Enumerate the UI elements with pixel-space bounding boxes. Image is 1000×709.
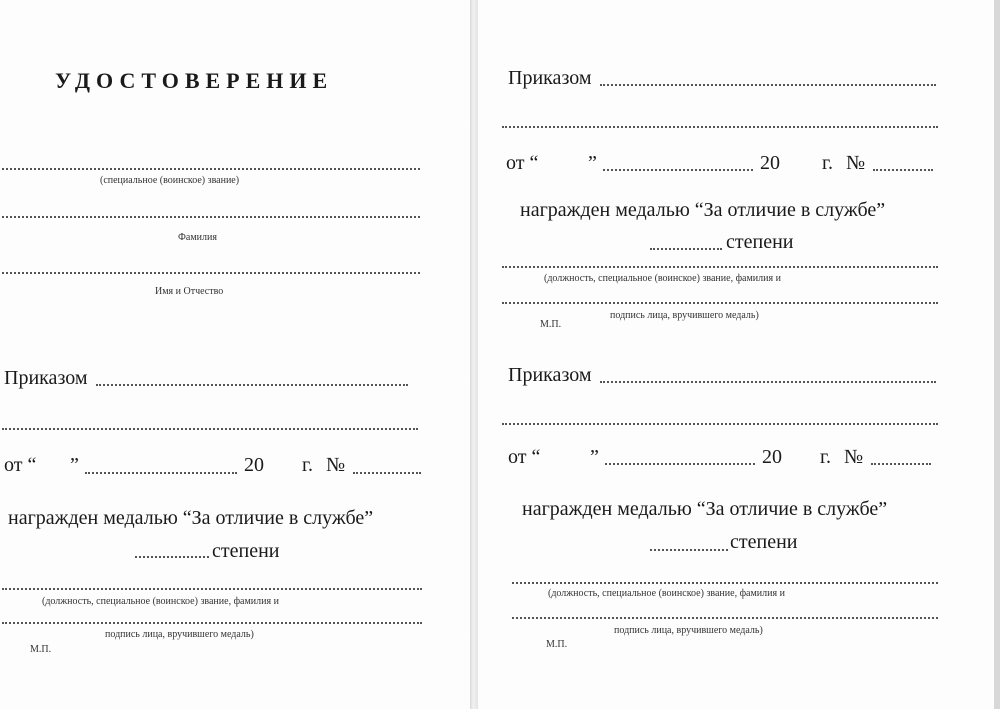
order-line-2[interactable] <box>502 423 938 425</box>
date-line[interactable] <box>605 463 755 465</box>
year-suffix: г. <box>822 152 833 174</box>
year-label: 20 <box>762 446 782 468</box>
official-caption-1: (должность, специальное (воинское) звание, фамилия и <box>548 588 785 599</box>
number-label: № <box>844 446 864 468</box>
official-caption-2: подпись лица, вручившего медаль) <box>610 310 759 321</box>
page-fold <box>470 0 478 709</box>
order-line-1[interactable] <box>600 84 936 86</box>
number-label: № <box>326 454 346 476</box>
date-quote-close: ” <box>588 152 597 174</box>
year-label: 20 <box>760 152 780 174</box>
date-quote-close: ” <box>590 446 599 468</box>
date-from-label: от “ <box>506 152 539 174</box>
name-line[interactable] <box>2 272 420 274</box>
degree-line[interactable] <box>135 556 209 558</box>
page-edge <box>994 0 1000 709</box>
degree-text: степени <box>726 231 794 253</box>
official-caption-2: подпись лица, вручившего медаль) <box>614 625 763 636</box>
official-caption-1: (должность, специальное (воинское) звание, фамилия и <box>42 596 279 607</box>
stamp-label: М.П. <box>540 319 562 330</box>
degree-text: степени <box>212 540 280 562</box>
surname-line[interactable] <box>2 216 420 218</box>
stamp-label: М.П. <box>30 644 52 655</box>
official-line-2[interactable] <box>512 617 938 619</box>
awarded-text: награжден медалью “За отличие в службе” <box>522 498 888 520</box>
official-line-1[interactable] <box>502 266 938 268</box>
number-line[interactable] <box>353 472 421 474</box>
left-page <box>0 0 470 709</box>
rank-line[interactable] <box>2 168 420 170</box>
official-caption-1: (должность, специальное (воинское) звание, фамилия и <box>544 273 781 284</box>
awarded-text: награжден медалью “За отличие в службе” <box>8 507 374 529</box>
right-page <box>478 0 1000 709</box>
rank-caption: (специальное (воинское) звание) <box>100 175 240 186</box>
certificate-title: УДОСТОВЕРЕНИЕ <box>55 68 334 93</box>
degree-line[interactable] <box>650 248 722 250</box>
official-caption-2: подпись лица, вручившего медаль) <box>105 629 254 640</box>
year-label: 20 <box>244 454 264 476</box>
number-line[interactable] <box>873 169 933 171</box>
official-line-2[interactable] <box>502 302 938 304</box>
order-label: Приказом <box>508 67 592 89</box>
date-from-label: от “ <box>4 454 37 476</box>
number-label: № <box>846 152 866 174</box>
year-suffix: г. <box>820 446 831 468</box>
order-label: Приказом <box>4 367 88 389</box>
surname-caption: Фамилия <box>178 232 217 243</box>
date-quote-close: ” <box>70 454 79 476</box>
official-line-2[interactable] <box>2 622 422 624</box>
date-from-label: от “ <box>508 446 541 468</box>
order-line-1[interactable] <box>600 381 936 383</box>
order-label: Приказом <box>508 364 592 386</box>
degree-text: степени <box>730 531 798 553</box>
number-line[interactable] <box>871 463 931 465</box>
official-line-1[interactable] <box>2 588 422 590</box>
awarded-text: награжден медалью “За отличие в службе” <box>520 199 886 221</box>
degree-line[interactable] <box>650 549 728 551</box>
order-line-1[interactable] <box>96 384 408 386</box>
order-line-2[interactable] <box>502 126 938 128</box>
date-line[interactable] <box>603 169 753 171</box>
order-line-2[interactable] <box>2 428 418 430</box>
date-line[interactable] <box>85 472 237 474</box>
name-caption: Имя и Отчество <box>155 286 224 297</box>
year-suffix: г. <box>302 454 313 476</box>
official-line-1[interactable] <box>512 582 938 584</box>
stamp-label: М.П. <box>546 639 568 650</box>
